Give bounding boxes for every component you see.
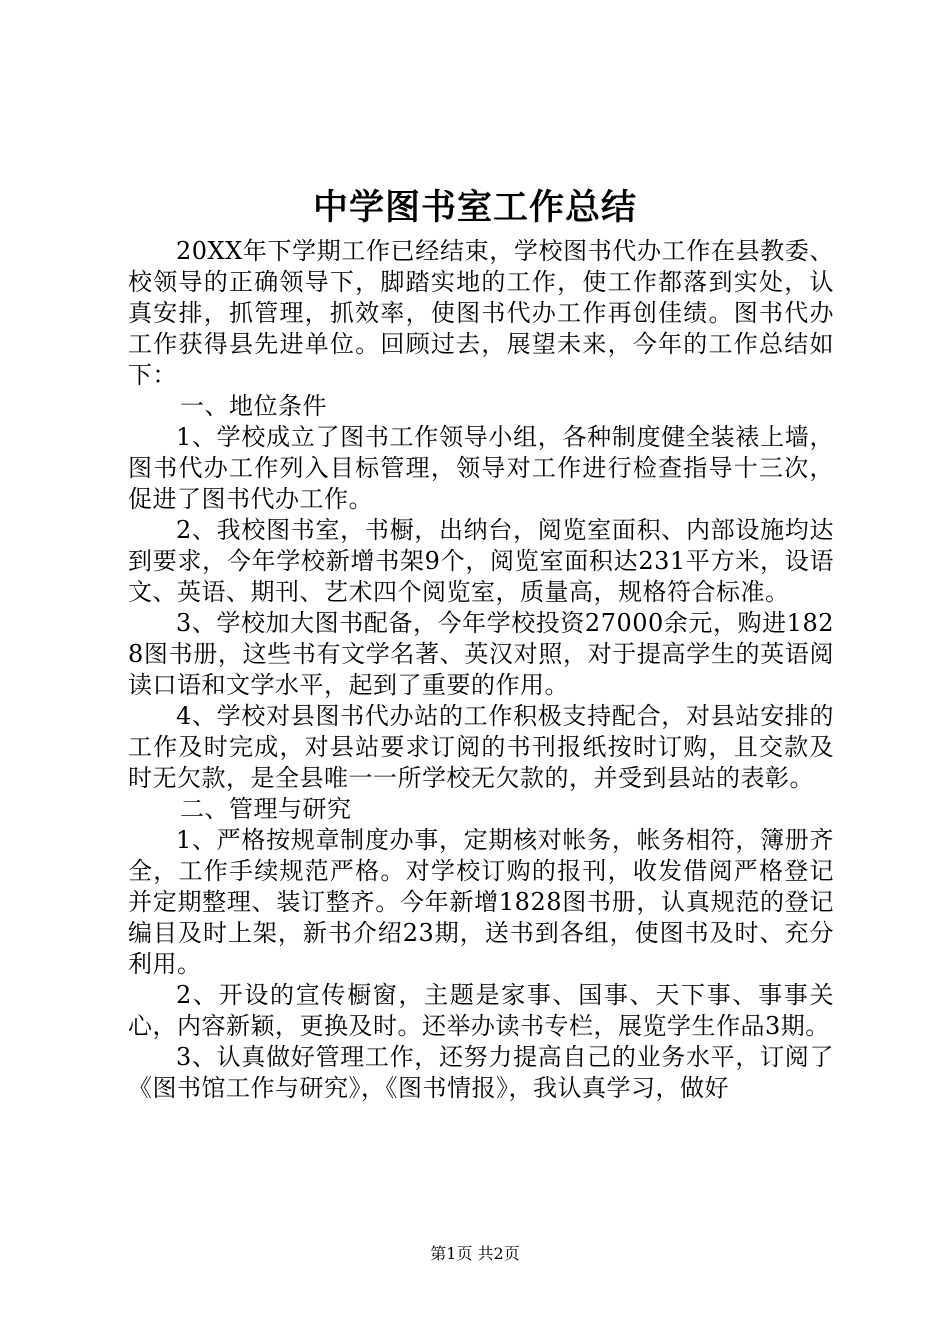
intro-paragraph: 20XX年下学期工作已经结束，学校图书代办工作在县教委、校领导的正确领导下，脚踏实地的工作，使工作都落到实处，认真安排，抓管理，抓效率，使图书代办工作再创佳绩。图书代办工作获得县先进单位。回顾过去，展望未来，今年的工作总结如下： [128, 237, 834, 389]
document-title: 中学图书室工作总结 [312, 187, 637, 228]
paragraph-2-2: 2、开设的宣传橱窗，主题是家事、国事、天下事、事事关心，内容新颖，更换及时。还举办读书专栏，展览学生作品3期。 [128, 981, 834, 1040]
paragraph-1-1: 1、学校成立了图书工作领导小组，各种制度健全装裱上墙，图书代办工作列入目标管理，领导对工作进行检查指导十三次，促进了图书代办工作。 [128, 423, 834, 513]
document-body [128, 236, 834, 1104]
section-heading-1: 一、地位条件 [180, 392, 327, 420]
paragraph-1-3: 3、学校加大图书配备，今年学校投资27000余元，购进1828图书册，这些书有文学名著、英汉对照，对于提高学生的英语阅读口语和文学水平，起到了重要的作用。 [128, 609, 834, 699]
paragraph-2-3: 3、认真做好管理工作，还努力提高自己的业务水平，订阅了《图书馆工作与研究》，《图书情报》，我认真学习，做好 [128, 1043, 834, 1102]
page-footer: 第1页 共2页 [430, 1244, 520, 1263]
section-heading-2: 二、管理与研究 [180, 795, 352, 823]
paragraph-2-1: 1、严格按规章制度办事，定期核对帐务，帐务相符，簿册齐全，工作手续规范严格。对学校订购的报刊，收发借阅严格登记并定期整理、装订整齐。今年新增1828图书册，认真规范的登记编目及时上架，新书介绍23期，送书到各组，使图书及时、充分利用。 [128, 826, 834, 978]
paragraph-1-4: 4、学校对县图书代办站的工作积极支持配合，对县站安排的工作及时完成，对县站要求订阅的书刊报纸按时订购，且交款及时无欠款，是全县唯一一所学校无欠款的，并受到县站的表彰。 [128, 702, 834, 792]
paragraph-1-2: 2、我校图书室，书橱，出纳台，阅览室面积、内部设施均达到要求，今年学校新增书架9个，阅览室面积达231平方米，设语文、英语、期刊、艺术四个阅览室，质量高，规格符合标准。 [128, 516, 834, 606]
